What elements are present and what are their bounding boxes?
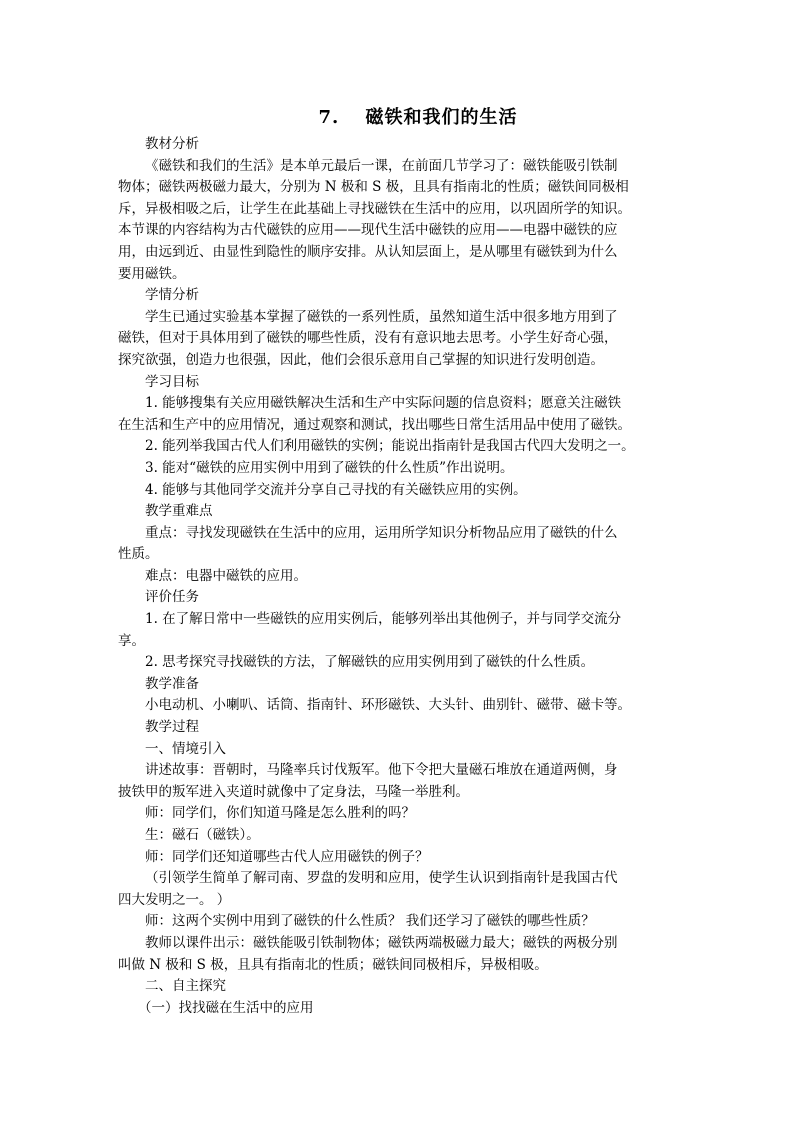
text-line: 一、情境引入 bbox=[145, 740, 226, 757]
text-line: 磁铁，但对于具体用到了磁铁的哪些性质，没有有意识地去思考。小学生好奇心强， bbox=[118, 330, 618, 347]
text-line: 生：磁石（磁铁）。 bbox=[145, 827, 260, 843]
text-line: 学生已通过实验基本掌握了磁铁的一系列性质，虽然知道生活中很多地方用到了 bbox=[145, 308, 618, 325]
text-line: 在生活和生产中的应用情况，通过观察和测试，找出哪些日常生活用品中使用了磁铁。 bbox=[118, 416, 631, 433]
text-line: 教师以课件出示：磁铁能吸引铁制物体；磁铁两端极磁力最大；磁铁的两极分别 bbox=[145, 934, 618, 951]
text-line: 斥，异极相吸之后，让学生在此基础上寻找磁铁在生活中的应用，以巩固所学的知识。 bbox=[118, 200, 631, 217]
text-line: 教学过程 bbox=[145, 719, 199, 736]
text-line: 披铁甲的叛军进入夹道时就像中了定身法，马隆一举胜利。 bbox=[118, 783, 469, 800]
text-line: 探究欲强，创造力也很强，因此，他们会很乐意用自己掌握的知识进行发明创造。 bbox=[118, 351, 604, 368]
text-line: （一）找找磁在生活中的应用 bbox=[138, 999, 314, 1016]
text-line: 性质。 bbox=[118, 546, 159, 563]
text-line: 1. 在了解日常中一些磁铁的应用实例后，能够列举出其他例子，并与同学交流分 bbox=[145, 611, 622, 628]
text-line: 3. 能对“磁铁的应用实例中用到了磁铁的什么性质”作出说明。 bbox=[145, 459, 514, 476]
text-line: 学情分析 bbox=[145, 287, 199, 304]
text-line: 四大发明之一。 ） bbox=[118, 891, 231, 908]
text-line: 享。 bbox=[118, 632, 145, 649]
text-line: 要用磁铁。 bbox=[118, 265, 186, 282]
text-line: 教材分析 bbox=[145, 136, 199, 152]
text-line: 学习目标 bbox=[145, 373, 199, 390]
text-line: 讲述故事：晋朝时，马隆率兵讨伐叛军。他下令把大量磁石堆放在通道两侧，身 bbox=[145, 762, 618, 779]
document-body bbox=[118, 134, 678, 1019]
text-line: 《磁铁和我们的生活》是本单元最后一课，在前面几节学习了：磁铁能吸引铁制 bbox=[145, 157, 618, 174]
text-line: 难点：电器中磁铁的应用。 bbox=[145, 567, 307, 584]
document-page bbox=[118, 104, 678, 1019]
text-line: 评价任务 bbox=[145, 589, 199, 606]
text-line: 重点：寻找发现磁铁在生活中的应用，运用所学知识分析物品应用了磁铁的什么 bbox=[145, 524, 618, 541]
text-line: （引领学生简单了解司南、罗盘的发明和应用，使学生认识到指南针是我国古代 bbox=[145, 870, 618, 887]
text-line: 1. 能够搜集有关应用磁铁解决生活和生产中实际问题的信息资料；愿意关注磁铁 bbox=[145, 395, 622, 412]
text-line: 教学重难点 bbox=[145, 503, 213, 520]
text-line: 师：同学们，你们知道马隆是怎么胜利的吗？ bbox=[145, 805, 415, 822]
text-line: 教学准备 bbox=[145, 675, 199, 692]
text-line: 师：这两个实例中用到了磁铁的什么性质？ 我们还学习了磁铁的哪些性质？ bbox=[145, 913, 595, 930]
text-line: 叫做 N 极和 S 极，且具有指南北的性质；磁铁间同极相斥，异极相吸。 bbox=[118, 956, 548, 973]
text-line: 二、自主探究 bbox=[145, 978, 226, 995]
text-line: 本节课的内容结构为古代磁铁的应用——现代生活中磁铁的应用——电器中磁铁的应 bbox=[118, 222, 618, 239]
text-line: 2. 能列举我国古代人们利用磁铁的实例；能说出指南针是我国古代四大发明之一。 bbox=[145, 438, 635, 455]
text-line: 4. 能够与其他同学交流并分享自己寻找的有关磁铁应用的实例。 bbox=[145, 481, 527, 498]
text-line: 师：同学们还知道哪些古代人应用磁铁的例子？ bbox=[145, 848, 429, 865]
page-title: 7. 磁铁和我们的生活 bbox=[318, 107, 518, 128]
text-line: 2. 思考探究寻找磁铁的方法，了解磁铁的应用实例用到了磁铁的什么性质。 bbox=[145, 654, 595, 671]
text-line: 用，由远到近、由显性到隐性的顺序安排。从认知层面上，是从哪里有磁铁到为什么 bbox=[118, 243, 618, 260]
text-line: 小电动机、小喇叭、话筒、指南针、环形磁铁、大头针、曲别针、磁带、磁卡等。 bbox=[145, 697, 631, 714]
text-line: 物体；磁铁两极磁力最大，分别为 N 极和 S 极，且具有指南北的性质；磁铁间同极相 bbox=[118, 179, 629, 196]
